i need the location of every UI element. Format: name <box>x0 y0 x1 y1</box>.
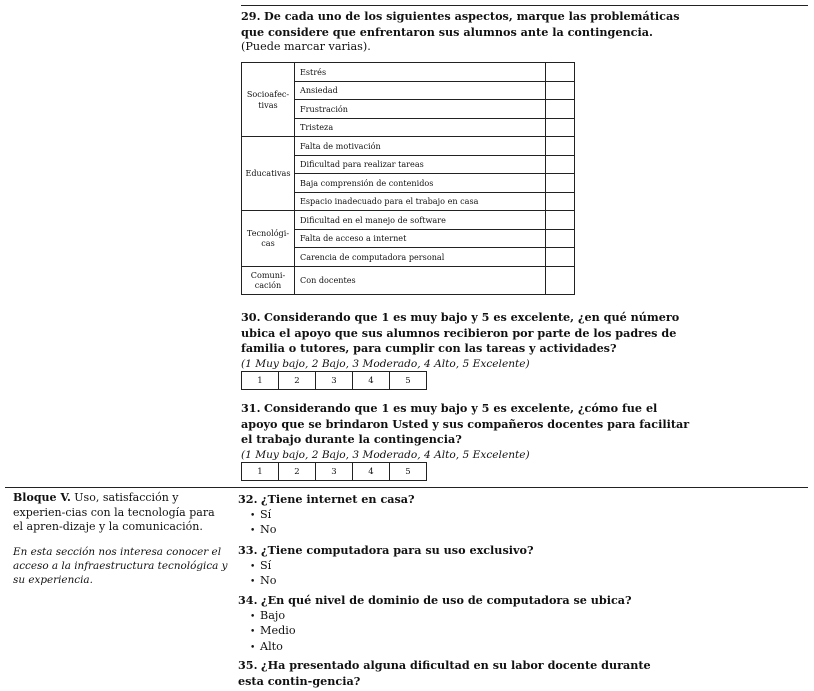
answer-option[interactable] <box>250 624 698 640</box>
question-33-options <box>238 559 698 590</box>
question-29-text: De cada uno de los siguientes aspectos, marque las problemáticas que considere que enfrentaron sus alumnos ante la contingencia. <box>241 9 680 39</box>
problem-checkbox[interactable] <box>546 81 575 100</box>
question-32-text: ¿Tiene internet en casa? <box>261 492 415 506</box>
scale-option[interactable]: 2 <box>279 463 316 481</box>
question-31-number: 31. <box>241 401 261 415</box>
question-30-number: 30. <box>241 310 261 324</box>
problem-item: Con docentes <box>295 266 546 294</box>
question-31-hint: (1 Muy bajo, 2 Bajo, 3 Moderado, 4 Alto, 5 Excelente) <box>241 448 530 461</box>
question-29-number: 29. <box>241 9 261 23</box>
problem-checkbox[interactable] <box>546 63 575 82</box>
problem-item: Carencia de computadora personal <box>295 248 546 267</box>
problem-category: Socioafec-tivas <box>242 63 295 137</box>
problem-checkbox[interactable] <box>546 248 575 267</box>
problem-checkbox[interactable] <box>546 100 575 119</box>
answer-option-label: Sí <box>260 558 272 572</box>
scale-option[interactable]: 5 <box>390 372 427 390</box>
problem-checkbox[interactable] <box>546 155 575 174</box>
answer-option-label: Sí <box>260 507 272 521</box>
question-34-options <box>238 609 698 656</box>
problem-checkbox[interactable] <box>546 137 575 156</box>
scale-option[interactable]: 5 <box>390 463 427 481</box>
problem-checkbox[interactable] <box>546 229 575 248</box>
question-29 <box>241 9 681 55</box>
problem-row <box>242 211 575 230</box>
answer-option-label: No <box>260 523 277 537</box>
problem-item: Baja comprensión de contenidos <box>295 174 546 193</box>
bullet-icon: • <box>250 561 256 572</box>
problem-row <box>242 137 575 156</box>
problem-checkbox[interactable] <box>546 118 575 137</box>
bullet-icon: • <box>250 577 256 588</box>
answer-option[interactable] <box>250 609 698 625</box>
question-31 <box>241 401 691 462</box>
question-34 <box>238 593 698 655</box>
block-v-header <box>13 491 228 587</box>
scale-option[interactable]: 3 <box>316 463 353 481</box>
question-33 <box>238 543 698 590</box>
problem-item: Falta de motivación <box>295 137 546 156</box>
question-31-text: Considerando que 1 es muy bajo y 5 es excelente, ¿cómo fue el apoyo que se brindaron Usted y sus compañeros docentes para facilitar el trabajo durante la contingencia? <box>241 401 690 447</box>
answer-option-label: Bajo <box>260 608 286 622</box>
problem-row <box>242 63 575 82</box>
block-v-title <box>13 491 228 535</box>
problem-checkbox[interactable] <box>546 266 575 294</box>
answer-option[interactable] <box>250 523 698 539</box>
problem-item: Ansiedad <box>295 81 546 100</box>
answer-option-label: No <box>260 574 277 588</box>
problems-table <box>241 62 575 295</box>
problem-item: Estrés <box>295 63 546 82</box>
problem-checkbox[interactable] <box>546 174 575 193</box>
problem-item: Tristeza <box>295 118 546 137</box>
question-33-number: 33. <box>238 543 258 557</box>
question-30 <box>241 310 691 371</box>
answer-option[interactable] <box>250 508 698 524</box>
bullet-icon: • <box>250 627 256 638</box>
problem-item: Dificultad para realizar tareas <box>295 155 546 174</box>
answer-option[interactable] <box>250 640 698 656</box>
top-rule <box>241 5 808 6</box>
question-32 <box>238 492 698 539</box>
problem-checkbox[interactable] <box>546 192 575 211</box>
answer-option-label: Alto <box>260 639 283 653</box>
question-34-number: 34. <box>238 593 258 607</box>
question-32-options <box>238 508 698 539</box>
question-34-text: ¿En qué nivel de dominio de uso de computadora se ubica? <box>261 593 632 607</box>
problem-row <box>242 266 575 294</box>
question-30-text: Considerando que 1 es muy bajo y 5 es excelente, ¿en qué número ubica el apoyo que sus alumnos recibieron por parte de los padres de familia o tutores, para cumplir con las tareas y actividades? <box>241 310 680 356</box>
question-31-scale <box>241 462 427 481</box>
problem-category: Educativas <box>242 137 295 211</box>
bullet-icon: • <box>250 611 256 622</box>
problem-item: Falta de acceso a internet <box>295 229 546 248</box>
block-v-label: Bloque V. <box>13 491 71 504</box>
question-32-number: 32. <box>238 492 258 506</box>
problem-category: Comuni-cación <box>242 266 295 294</box>
scale-option[interactable]: 2 <box>279 372 316 390</box>
bullet-icon: • <box>250 510 256 521</box>
block-v-rule <box>5 487 808 488</box>
problem-checkbox[interactable] <box>546 211 575 230</box>
question-35-number: 35. <box>238 658 258 672</box>
bullet-icon: • <box>250 526 256 537</box>
question-35-text: ¿Ha presentado alguna dificultad en su labor docente durante esta contin-gencia? <box>238 658 651 688</box>
scale-option[interactable]: 3 <box>316 372 353 390</box>
scale-option[interactable]: 4 <box>353 463 390 481</box>
answer-option[interactable] <box>250 574 698 590</box>
problem-category: Tecnológi-cas <box>242 211 295 267</box>
scale-option[interactable]: 1 <box>242 463 279 481</box>
question-30-hint: (1 Muy bajo, 2 Bajo, 3 Moderado, 4 Alto, 5 Excelente) <box>241 357 530 370</box>
answer-option-label: Medio <box>260 624 296 638</box>
scale-option[interactable]: 1 <box>242 372 279 390</box>
question-35 <box>238 658 678 689</box>
problem-item: Espacio inadecuado para el trabajo en casa <box>295 192 546 211</box>
question-30-scale <box>241 371 427 390</box>
block-v-title-rest: Uso, satisfacción y experien-cias con la tecnología para el apren-dizaje y la comunicación. <box>13 491 215 533</box>
problem-item: Frustración <box>295 100 546 119</box>
problem-item: Dificultad en el manejo de software <box>295 211 546 230</box>
scale-option[interactable]: 4 <box>353 372 390 390</box>
question-29-note: (Puede marcar varias). <box>241 40 371 54</box>
question-33-text: ¿Tiene computadora para su uso exclusivo? <box>261 543 534 557</box>
block-v-description: En esta sección nos interesa conocer el acceso a la infraestructura tecnológica y su experiencia. <box>13 545 228 586</box>
bullet-icon: • <box>250 642 256 653</box>
answer-option[interactable] <box>250 559 698 575</box>
